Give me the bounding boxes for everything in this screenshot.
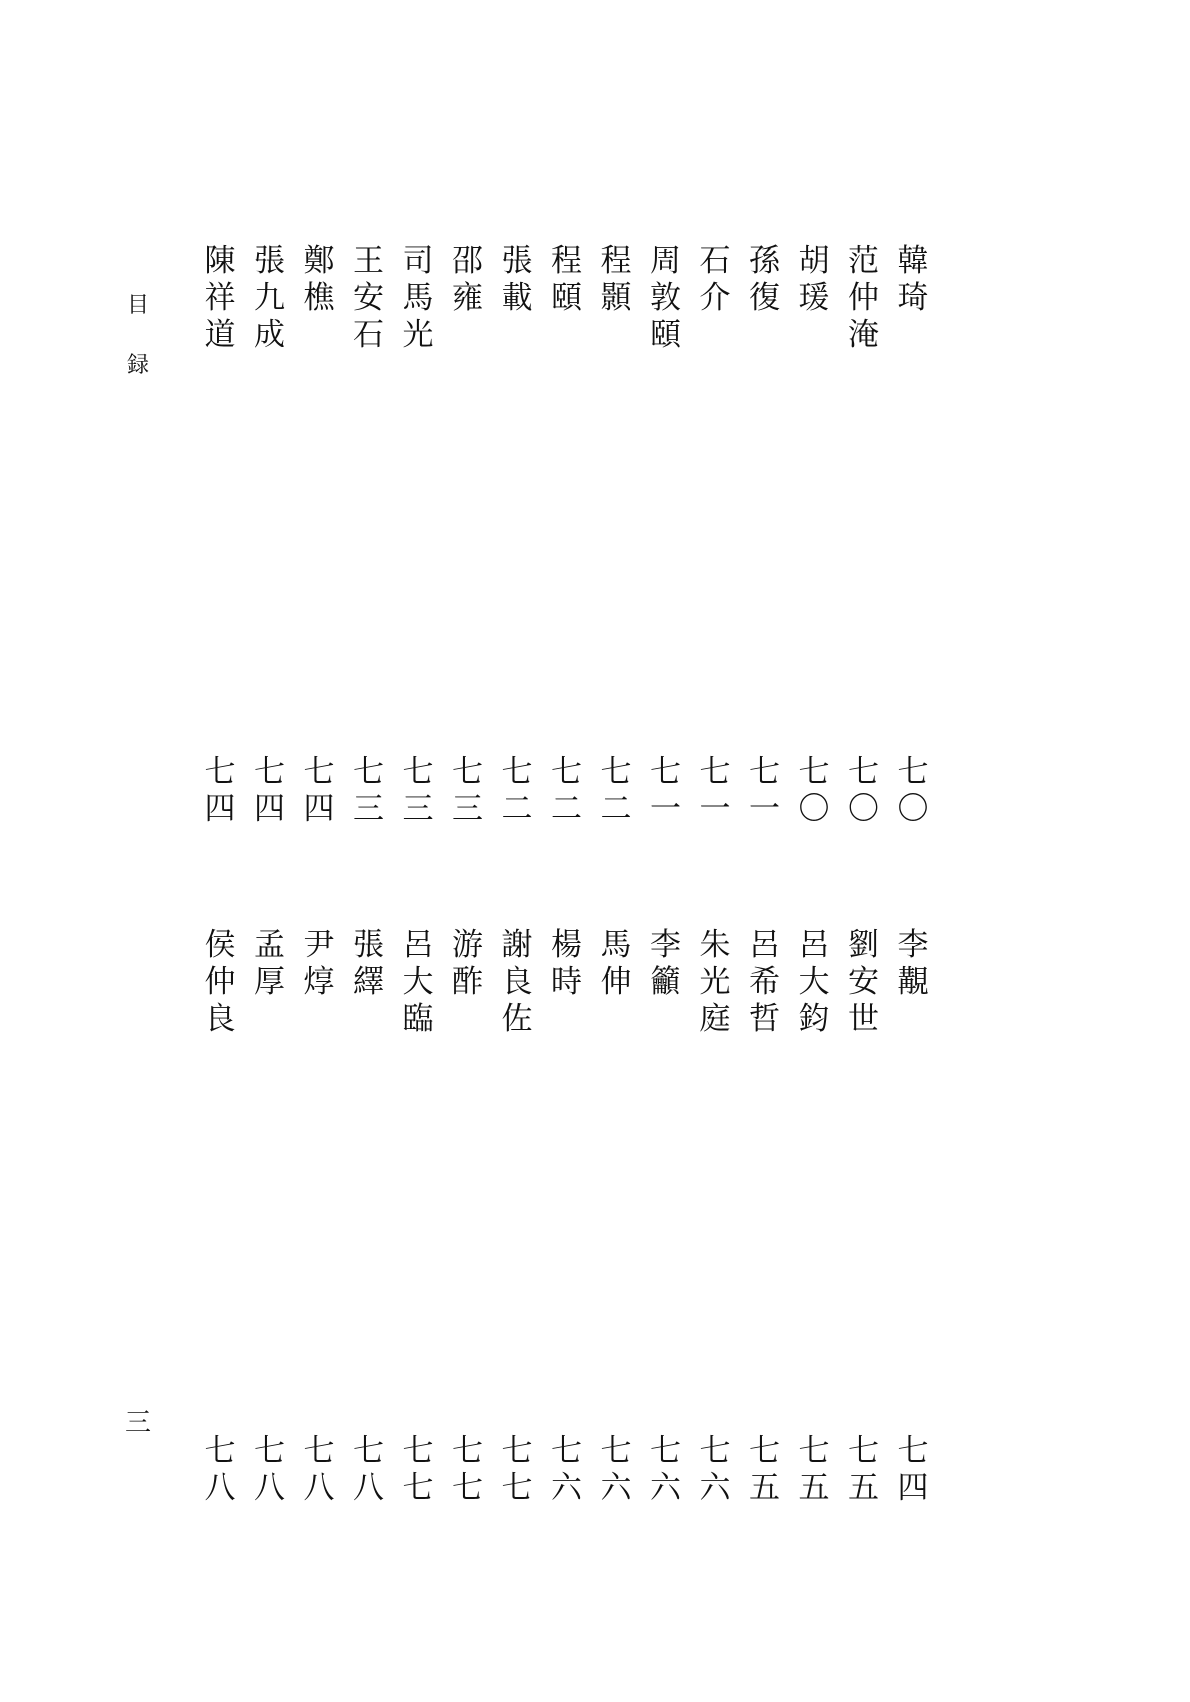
toc-entry [398,927,438,1507]
toc-entry-name-char: 游 [452,927,483,963]
toc-entry-name [844,927,884,1038]
toc-entry-page [250,1433,290,1507]
toc-entry-name [299,243,339,317]
toc-entry-name-char: 張 [254,243,285,279]
toc-entry-name [299,927,339,1001]
toc-entry-page-char: 五 [798,1470,830,1506]
toc-entry-name-char: 安 [353,280,384,316]
toc-entry-name-char: 王 [353,243,384,279]
toc-entry-name-char: 仲 [848,280,879,316]
toc-entry-page-char: 七 [452,1470,483,1506]
toc-entry-page-char: 八 [254,1470,285,1506]
toc-entry-page-char: 七 [551,1433,582,1469]
toc-entry-name-char: 良 [501,964,533,1000]
toc-entry [596,927,636,1507]
toc-entry-page [497,754,537,828]
toc-entry-name-char: 頤 [650,317,681,353]
toc-entry-name [398,243,438,354]
toc-entry [200,927,240,1507]
toc-entry-page-char: 七 [501,754,533,790]
toc-entry-page [695,754,735,828]
toc-entry [250,243,290,828]
toc-entry-name-char: 樵 [303,280,335,316]
toc-entry-page [646,754,686,828]
toc-entry-name-char: 大 [798,964,830,1000]
toc-entry-page-char: 五 [848,1470,879,1506]
toc-entry [448,927,488,1507]
toc-entry-name [250,927,290,1001]
section-title-char-2: 録 [126,353,149,378]
toc-entry [497,927,537,1507]
toc-entry-name-char: 謝 [501,927,533,963]
toc-entry-name-char: 瑗 [798,280,830,316]
toc-entry [200,243,240,828]
toc-entry-name-char: 厚 [254,964,285,1000]
toc-entry-page [596,754,636,828]
toc-entry [745,927,785,1507]
toc-entry-name-char: 九 [254,280,285,316]
toc-entry-name-char: 孫 [749,243,780,279]
toc-entry-page-char: 六 [600,1470,632,1506]
toc-entry-name-char: 頤 [551,280,582,316]
toc-entry-name-char: 敦 [650,280,681,316]
toc-entry-page [398,754,438,828]
toc-entry-name-char: 鄭 [303,243,335,279]
toc-entry-page-char: 四 [204,791,236,827]
toc-entry-name-char: 張 [501,243,533,279]
toc-entry-page-char: 六 [699,1470,731,1506]
toc-entry-page-char: 四 [254,791,285,827]
toc-entry [349,243,389,828]
toc-entry-page [398,1433,438,1507]
toc-entry-page-char: 七 [303,1433,335,1469]
toc-entry-page-char: 〇 [897,791,929,827]
toc-entry-page [250,754,290,828]
toc-entry-name [349,927,389,1001]
toc-entry-page-char: 七 [650,1433,681,1469]
toc-entry-page-char: 〇 [798,791,830,827]
toc-block-top [0,243,1190,828]
toc-entry-page-char: 八 [204,1470,236,1506]
toc-entry-name-char: 胡 [798,243,830,279]
toc-entry [299,927,339,1507]
toc-entry [844,243,884,828]
toc-entry-page-char: 七 [353,1433,384,1469]
toc-entry-name-char: 范 [848,243,879,279]
toc-entry-page-char: 七 [749,754,780,790]
toc-entry-name-char: 尹 [303,927,335,963]
toc-entry-name-char: 載 [501,280,533,316]
toc-entry-name-char: 良 [204,1001,236,1037]
toc-entry-name-char: 李 [897,927,929,963]
toc-entry-page-char: 三 [353,791,384,827]
toc-entry-page [448,1433,488,1507]
toc-entry-page-char: 四 [897,1470,929,1506]
toc-entry-name-char: 馬 [402,280,434,316]
toc-entry-page-char: 七 [303,754,335,790]
toc-entry-name [745,927,785,1038]
toc-entry-page-char: 八 [353,1470,384,1506]
toc-entry-page-char: 七 [402,1470,434,1506]
toc-entry-name-char: 呂 [749,927,780,963]
toc-entry-page-char: 七 [897,1433,929,1469]
toc-entry-name-char: 周 [650,243,681,279]
toc-entry-page [745,1433,785,1507]
toc-entry [893,927,933,1507]
toc-entry-name-char: 成 [254,317,285,353]
toc-entry-page-char: 七 [254,754,285,790]
toc-entry-name [646,927,686,1001]
toc-entry-page-char: 二 [551,791,582,827]
toc-entry-page-char: 七 [204,1433,236,1469]
toc-entry-name-char: 楊 [551,927,582,963]
toc-entry-page-char: 七 [254,1433,285,1469]
toc-entry-name [349,243,389,354]
toc-entry-page [893,754,933,828]
toc-entry [695,243,735,828]
toc-entry-page [893,1433,933,1507]
toc-entry-name [893,927,933,1001]
toc-entry [398,243,438,828]
toc-entry-page [349,1433,389,1507]
toc-entry-name-char: 侯 [204,927,236,963]
toc-entry-page-char: 五 [749,1470,780,1506]
toc-entry-name-char: 佐 [501,1001,533,1037]
toc-entry-name-char: 琦 [897,280,929,316]
toc-entry-name-char: 孟 [254,927,285,963]
toc-entry-page-char: 七 [204,754,236,790]
toc-entry-name-char: 時 [551,964,582,1000]
toc-entry-name-char: 馬 [600,927,632,963]
toc-entry-name [695,243,735,317]
toc-entry-name [448,927,488,1001]
toc-entry [448,243,488,828]
toc-entry-name [398,927,438,1038]
toc-entry-page [745,754,785,828]
toc-entry [844,927,884,1507]
toc-entry [497,243,537,828]
toc-entry-name-char: 臨 [402,1001,434,1037]
toc-entry-name-char: 酢 [452,964,483,1000]
toc-entry-page [596,1433,636,1507]
toc-entry-name [745,243,785,317]
toc-entry-name [844,243,884,354]
toc-block-bottom [0,927,1190,1507]
toc-entry-page-char: 七 [699,754,731,790]
toc-entry-page-char: 二 [600,791,632,827]
toc-entry [695,927,735,1507]
toc-entry-name-char: 繹 [353,964,384,1000]
toc-entry-name [596,927,636,1001]
toc-entry-name-char: 朱 [699,927,731,963]
toc-entry-name-char: 伸 [600,964,632,1000]
toc-entry-page-char: 六 [551,1470,582,1506]
toc-entry [596,243,636,828]
toc-entry-page-char: 二 [501,791,533,827]
toc-entry-name [695,927,735,1038]
toc-entry-page [448,754,488,828]
toc-entry-name-char: 石 [699,243,731,279]
section-title-char-1: 目 [126,293,149,318]
toc-entry-page-char: 〇 [848,791,879,827]
toc-entry-name-char: 祥 [204,280,236,316]
toc-entry [547,927,587,1507]
toc-entry-name-char: 張 [353,927,384,963]
toc-entry-page [547,754,587,828]
toc-entry-page [794,754,834,828]
toc-entry [349,927,389,1507]
toc-entry-page [695,1433,735,1507]
toc-entry-name [200,927,240,1038]
toc-entry-name-char: 呂 [798,927,830,963]
toc-entry-page [497,1433,537,1507]
toc-entry-page [299,1433,339,1507]
toc-entry-page-char: 七 [501,1433,533,1469]
toc-entry-name-char: 陳 [204,243,236,279]
toc-entry-page-char: 七 [452,1433,483,1469]
toc-entry-page-char: 七 [452,754,483,790]
toc-entry-page-char: 四 [303,791,335,827]
toc-entry-page [547,1433,587,1507]
toc-entry-page-char: 七 [551,754,582,790]
toc-entry-page-char: 七 [848,754,879,790]
toc-entry-page-char: 七 [897,754,929,790]
toc-entry [794,243,834,828]
toc-entry-page-char: 七 [848,1433,879,1469]
toc-entry [646,243,686,828]
toc-entry-page-char: 七 [501,1470,533,1506]
toc-entry-page-char: 七 [798,1433,830,1469]
toc-entry-page-char: 七 [798,754,830,790]
toc-entry-page-char: 七 [353,754,384,790]
toc-entry-name-char: 呂 [402,927,434,963]
toc-entry-name-char: 韓 [897,243,929,279]
toc-entry-name-char: 庭 [699,1001,731,1037]
toc-entry-name-char: 程 [551,243,582,279]
toc-entry-name [547,243,587,317]
toc-entry-name-char: 覯 [897,964,929,1000]
toc-entry-page-char: 七 [402,1433,434,1469]
toc-entry-name-char: 仲 [204,964,236,1000]
toc-entry-name [250,243,290,354]
toc-entry-name-char: 鈞 [798,1001,830,1037]
toc-entry [250,927,290,1507]
toc-entry-page-char: 三 [402,791,434,827]
toc-entry-name [547,927,587,1001]
toc-entry [745,243,785,828]
toc-entry [893,243,933,828]
toc-entry-page [349,754,389,828]
toc-entry-name-char: 復 [749,280,780,316]
toc-entry-page-char: 七 [699,1433,731,1469]
toc-entry-name [200,243,240,354]
toc-entry-name-char: 雍 [452,280,483,316]
toc-entry-page-char: 一 [650,791,681,827]
toc-entry-name-char: 哲 [749,1001,780,1037]
toc-entry-name-char: 道 [204,317,236,353]
toc-entry-page-char: 八 [303,1470,335,1506]
toc-entry-name-char: 光 [402,317,434,353]
toc-entry-name-char: 焞 [303,964,335,1000]
toc-entry-name-char: 程 [600,243,632,279]
page-number: 三 [124,1408,151,1438]
toc-entry-name [497,243,537,317]
toc-entry-name-char: 介 [699,280,731,316]
toc-entry-name-char: 石 [353,317,384,353]
toc-entry-page-char: 七 [650,754,681,790]
toc-entry-name-char: 司 [402,243,434,279]
toc-entry-page-char: 七 [600,1433,632,1469]
toc-entry-name [794,927,834,1038]
toc-entry-page-char: 三 [452,791,483,827]
toc-entry-page [844,754,884,828]
toc-entry-name-char: 籲 [650,964,681,1000]
toc-entry-name [448,243,488,317]
toc-entry-name-char: 淹 [848,317,879,353]
toc-entry [547,243,587,828]
toc-entry-name [497,927,537,1038]
toc-entry-page [200,1433,240,1507]
toc-entry-name [794,243,834,317]
toc-entry-page-char: 一 [699,791,731,827]
toc-entry-page [844,1433,884,1507]
toc-entry-name [646,243,686,354]
toc-entry-page-char: 七 [749,1433,780,1469]
toc-entry-name-char: 邵 [452,243,483,279]
toc-entry-page-char: 七 [600,754,632,790]
toc-entry-page [794,1433,834,1507]
toc-entry-name-char: 顥 [600,280,632,316]
toc-entry-name-char: 大 [402,964,434,1000]
toc-entry-page-char: 六 [650,1470,681,1506]
toc-entry-name [893,243,933,317]
toc-entry-page [646,1433,686,1507]
toc-entry-name [596,243,636,317]
toc-entry-page [200,754,240,828]
toc-entry-page-char: 七 [402,754,434,790]
toc-entry-name-char: 劉 [848,927,879,963]
toc-entry [646,927,686,1507]
toc-entry-page [299,754,339,828]
toc-entry-name-char: 光 [699,964,731,1000]
toc-entry [794,927,834,1507]
toc-entry-name-char: 李 [650,927,681,963]
toc-entry-page-char: 一 [749,791,780,827]
toc-entry [299,243,339,828]
toc-entry-name-char: 希 [749,964,780,1000]
toc-entry-name-char: 安 [848,964,879,1000]
toc-entry-name-char: 世 [848,1001,879,1037]
